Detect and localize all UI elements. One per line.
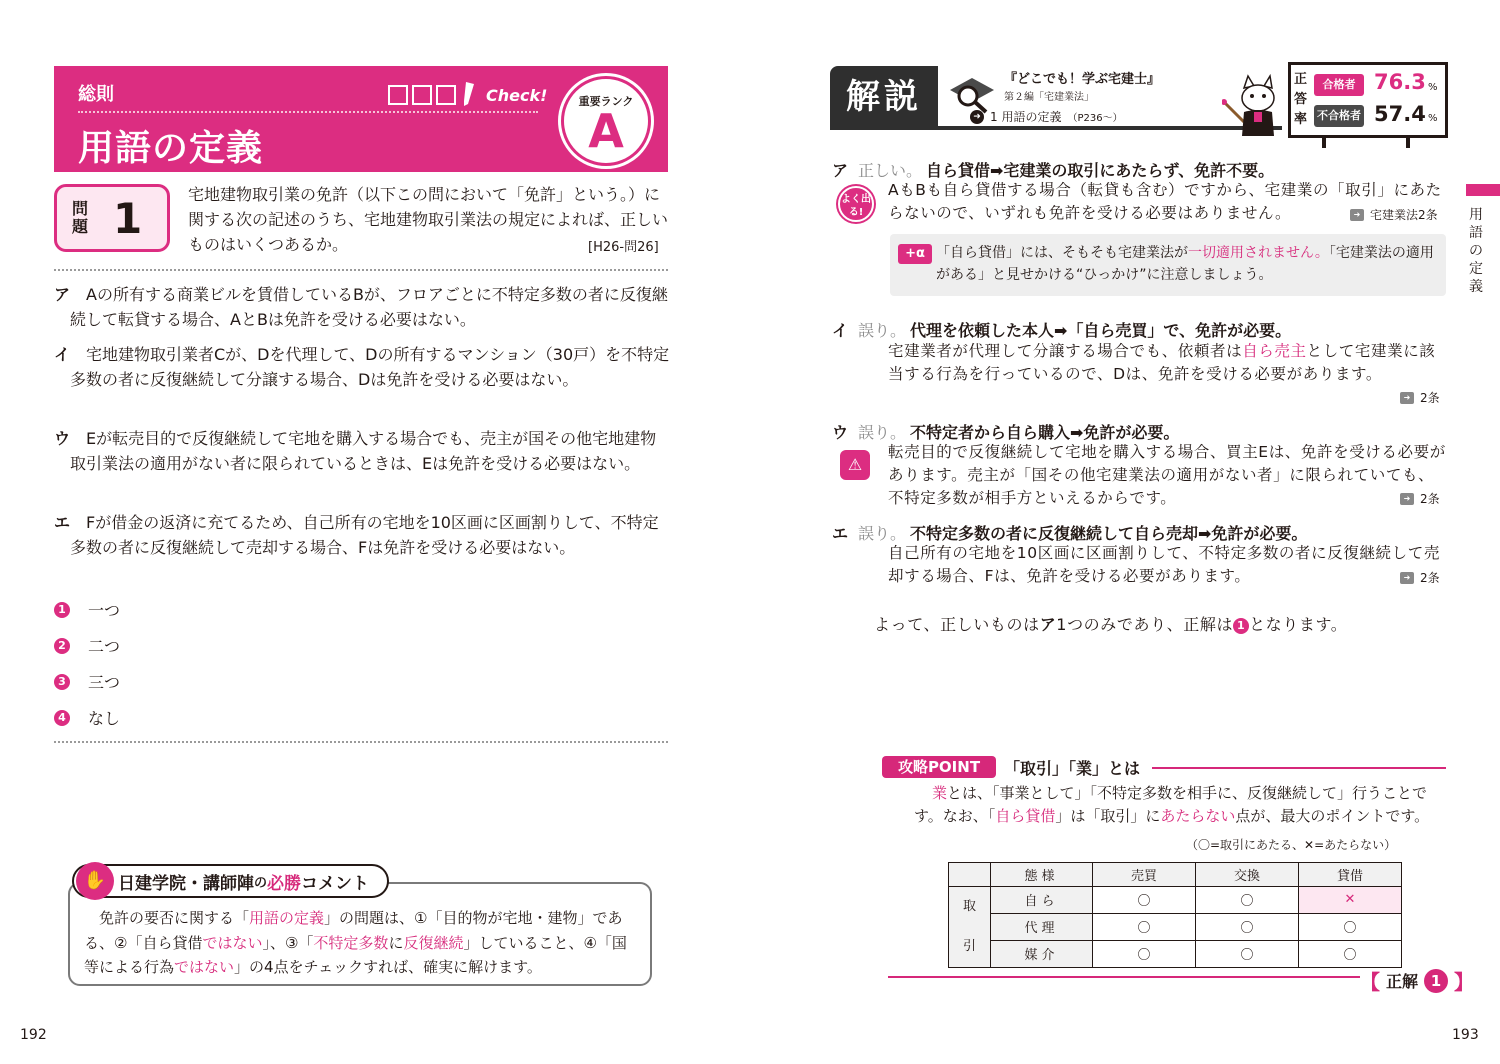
table-header-row <box>949 863 1402 887</box>
text-run: となります。 <box>1249 615 1348 634</box>
table-mode-cell: 自ら <box>991 886 1093 913</box>
arrow-right-icon: ➜ <box>970 110 984 124</box>
answer-letter: ウ <box>832 423 849 442</box>
table-mode-cell: 代理 <box>991 913 1093 940</box>
choice-number: 3 <box>54 674 70 690</box>
choice-1[interactable] <box>54 598 120 621</box>
answer-d-body: 自己所有の宅地を10区画に区画割りして、不特定多数の者に反復継続して売却する場合、Fは、免許を受ける必要があります。 <box>888 544 1440 585</box>
answer-verdict: 誤り。 <box>858 423 907 442</box>
text-emphasis: 業 <box>932 784 948 802</box>
text-run: 1つのみであり、正解は <box>1056 615 1234 634</box>
strategy-point-title: 「取引」「業」とは <box>1004 759 1141 778</box>
rate-box-leg <box>1322 138 1326 148</box>
answer-c-body: 転売目的で反復継続して宅地を購入する場合、買主Eは、免許を受ける必要があります。売主が「国その他宅建業法の適用がない者」に限られていても、不特定多数が相手方といえるからです。 <box>888 443 1446 507</box>
answer-b-law-ref <box>1400 389 1440 406</box>
page-number-left: 192 <box>20 1027 47 1043</box>
choice-number: 2 <box>54 638 70 654</box>
statement-a <box>54 283 670 332</box>
table-cell: 〇 <box>1093 940 1196 967</box>
statement-text: Eが転売目的で反復継続して宅地を購入する場合でも、売主が国その他宅地建物取引業法の適用がない者に限られているときは、Eは免許を受ける必要はない。 <box>70 429 657 473</box>
statement-letter: エ <box>54 513 71 532</box>
law-ref-text: 2条 <box>1420 391 1440 405</box>
pass-rate-value: 76.3 <box>1374 70 1426 94</box>
text-run: 点が、最大のポイントです。 <box>1235 807 1430 825</box>
table-header-cell: 態様 <box>991 863 1093 887</box>
pass-rate-label: 合格者 <box>1314 74 1364 96</box>
text-run: 」していること、④「国等による行為 <box>84 933 627 976</box>
question-divider <box>54 269 668 271</box>
table-cell: 〇 <box>1196 913 1299 940</box>
correct-rate-label: 正答率 <box>1294 72 1308 127</box>
text-run: 」の4点をチェックすれば、確実に解けます。 <box>234 958 542 976</box>
text-emphasis: 一切適用されません。 <box>1188 245 1329 261</box>
text-emphasis: ア <box>1039 615 1057 634</box>
question-text: 宅地建物取引業の免許（以下この問において「免許」という。）に関する次の記述のうち、宅地建物取引業法の規定によれば、正しいものはいくつあるか。 <box>188 185 669 254</box>
text-run: とは、「事業として」「不特定多数を相手に、反復継続して」行うことです。なお、「 <box>914 784 1428 825</box>
rank-value: A <box>588 104 624 158</box>
instructor-comment-text <box>84 906 640 980</box>
answer-headline: 不特定多数の者に反復継続して自ら売却➡免許が必要。 <box>910 524 1308 543</box>
choices-divider <box>54 741 668 743</box>
reference-book-title: 『どこでも！学ぶ宅建士』 <box>1004 72 1161 87</box>
statement-letter: ウ <box>54 429 71 448</box>
statement-text: 宅地建物取引業者Cが、Dを代理して、Dの所有するマンション（30戸）を不特定多数の者に反復継続して分譲する場合、Dは免許を受ける必要はない。 <box>70 345 670 389</box>
answer-number-badge: 1 <box>1233 618 1249 634</box>
check-box-1[interactable] <box>388 85 408 105</box>
chapter-index-label: 用語の定義 <box>1469 207 1483 295</box>
text-emphasis: ではない <box>174 958 235 976</box>
bracket: 】 <box>1454 970 1475 994</box>
final-answer-rule <box>888 976 1360 978</box>
strategy-point-tag: 攻略POINT <box>882 756 996 778</box>
strategy-point-text <box>914 782 1438 828</box>
rate-box-leg <box>1406 138 1410 148</box>
table-header-cell: 交換 <box>1196 863 1299 887</box>
reference-link-text: 1 用語の定義 <box>990 110 1062 124</box>
text-run: に <box>388 933 404 952</box>
table-cell: 〇 <box>1196 940 1299 967</box>
statement-d <box>54 511 670 560</box>
table-cell: 〇 <box>1299 913 1402 940</box>
final-answer-number: 1 <box>1424 969 1448 993</box>
question-badge <box>54 184 170 252</box>
law-ref-text: 2条 <box>1420 571 1440 585</box>
choice-text: 三つ <box>88 673 121 692</box>
table-header-cell: 貸借 <box>1299 863 1402 887</box>
law-ref-text: 宅建業法2条 <box>1370 208 1438 222</box>
choice-number: 4 <box>54 710 70 726</box>
answer-headline: 不特定者から自ら購入➡免許が必要。 <box>910 423 1180 442</box>
answer-c-heading <box>832 420 1179 443</box>
transaction-table <box>948 862 1402 968</box>
question-label: 問題 <box>71 199 88 236</box>
statement-c <box>54 427 670 476</box>
trap-warning-icon: ⚠ <box>840 450 870 480</box>
answer-a-heading <box>832 158 1274 181</box>
answer-b-body <box>888 340 1448 386</box>
statement-b <box>54 343 670 392</box>
answer-d-heading <box>832 521 1307 544</box>
comment-title-part: 日建学院・講師陣 <box>118 873 254 894</box>
table-cell: 〇 <box>1093 886 1196 913</box>
arrow-ref-icon: ➜ <box>1400 392 1414 404</box>
plus-alpha-tag: +α <box>898 244 932 264</box>
fail-rate-label: 不合格者 <box>1314 105 1364 127</box>
answer-letter: エ <box>832 524 849 543</box>
text-run: よって、正しいものは <box>874 615 1040 634</box>
answer-a-law-ref <box>1350 206 1438 223</box>
instructor-comment-title <box>72 864 389 898</box>
choice-text: なし <box>88 709 121 728</box>
fail-rate-value: 57.4 <box>1374 102 1426 126</box>
cat-mascot-icon <box>1222 74 1288 140</box>
table-row <box>949 886 1402 913</box>
text-emphasis: ではない <box>202 933 263 952</box>
text-run: 」、③「 <box>262 933 314 952</box>
table-mode-cell: 媒介 <box>991 940 1093 967</box>
text-emphasis: 不特定多数 <box>313 933 389 952</box>
reference-link-pages: （P236～） <box>1067 113 1123 124</box>
answer-b-heading <box>832 318 1291 341</box>
answer-verdict: 誤り。 <box>858 524 907 543</box>
question-source: [H26-問26] <box>588 240 659 255</box>
text-run: 」は「取引」に <box>1055 807 1161 825</box>
answer-a-body: AもBも自ら貸借する場合（転貸も含む）ですから、宅建業の「取引」にあたらないので、いずれも免許を受ける必要はありません。 <box>888 181 1442 222</box>
table-cell: 〇 <box>1196 886 1299 913</box>
choice-text: 二つ <box>88 637 121 656</box>
final-answer-label: 正解 <box>1386 972 1419 991</box>
plus-alpha-text <box>936 242 1438 286</box>
check-boxes <box>388 82 547 108</box>
table-header-cell: 売買 <box>1093 863 1196 887</box>
law-ref-text: 2条 <box>1420 492 1440 506</box>
table-cell: 〇 <box>1093 913 1196 940</box>
pass-rate-unit: % <box>1428 82 1438 93</box>
rank-label: 重要ランク <box>578 95 634 108</box>
arrow-ref-icon: ➜ <box>1400 572 1414 584</box>
pencil-icon <box>462 82 476 108</box>
text-run: 「自ら貸借」には、そもそも宅建業法が <box>936 245 1188 261</box>
text-run: 宅建業者が代理して分譲する場合でも、依頼者は <box>888 342 1243 360</box>
frequent-badge: よく出る! <box>838 186 874 222</box>
statement-text: Fが借金の返済に充てるため、自己所有の宅地を10区画に区画割りして、不特定多数の者に反復継続して売却する場合、Fは免許を受ける必要はない。 <box>70 513 659 557</box>
header-divider <box>78 111 538 113</box>
explanation-underline <box>830 126 1282 130</box>
reference-link[interactable] <box>970 108 1123 125</box>
answer-headline: 自ら貸借➡宅建業の取引にあたらず、免許不要。 <box>926 161 1275 180</box>
text-run: として宅建業に該当する行為を行っているので、Dは、免許を受ける必要があります。 <box>888 342 1436 383</box>
conclusion-text <box>874 612 1347 635</box>
statement-letter: イ <box>54 345 71 364</box>
table-cell: 〇 <box>1299 940 1402 967</box>
side-label-char: 取 <box>962 898 976 914</box>
section-category: 総則 <box>78 84 114 105</box>
choice-text: 一つ <box>88 601 121 620</box>
answer-c-law-ref <box>1400 490 1440 507</box>
question-number: 1 <box>113 193 143 243</box>
answer-letter: イ <box>832 321 849 340</box>
comment-title-part: コメント <box>301 873 370 894</box>
answer-d-law-ref <box>1400 569 1440 586</box>
choice-number: 1 <box>54 602 70 618</box>
importance-rank-badge <box>561 76 651 166</box>
check-label: Check! <box>486 85 548 105</box>
arrow-ref-icon: ➜ <box>1400 493 1414 505</box>
side-label-char: 引 <box>962 938 976 954</box>
answer-headline: 代理を依頼した本人➡「自ら売買」で、免許が必要。 <box>910 321 1292 340</box>
table-side-label <box>949 886 991 967</box>
comment-title-emphasis: 必勝 <box>267 873 302 894</box>
table-cell-highlight: ✕ <box>1299 886 1402 913</box>
choice-4[interactable] <box>54 706 120 729</box>
statement-text: Aの所有する商業ビルを賃借しているBが、フロアごとに不特定多数の者に反復継続して転貸する場合、AとBは免許を受ける必要はない。 <box>70 285 668 329</box>
choice-3[interactable] <box>54 670 120 693</box>
check-box-3[interactable] <box>436 85 456 105</box>
bracket: 【 <box>1360 970 1380 994</box>
strategy-point-rule <box>1152 767 1446 769</box>
statement-letter: ア <box>54 285 71 304</box>
page-number-right: 193 <box>1452 1027 1479 1043</box>
final-answer <box>1360 966 1474 995</box>
answer-verdict: 誤り。 <box>858 321 907 340</box>
reference-book-part: 第２編「宅建業法」 <box>1004 92 1094 103</box>
text-emphasis: あたらない <box>1160 807 1236 825</box>
text-emphasis: 自ら貸借 <box>995 807 1056 825</box>
section-title: 用語の定義 <box>78 128 264 169</box>
thumbs-up-icon: ✋ <box>76 862 114 900</box>
answer-letter: ア <box>832 161 849 180</box>
explanation-label: 解説 <box>830 66 938 128</box>
text-emphasis: 反復継続 <box>403 933 464 952</box>
answer-verdict: 正しい。 <box>858 161 923 180</box>
check-box-2[interactable] <box>412 85 432 105</box>
table-row <box>949 940 1402 967</box>
text-run: 」の問題は、①「目的物が宅地・建物」である、②「自ら貸借 <box>84 909 623 952</box>
table-corner <box>949 863 991 887</box>
chapter-index-tab <box>1466 184 1500 196</box>
text-run: 免許の要否に関する「 <box>99 909 250 927</box>
table-row <box>949 913 1402 940</box>
table-legend-note: （〇=取引にあたる、✕=あたらない） <box>1186 838 1397 852</box>
comment-title-part: の <box>254 875 268 891</box>
text-emphasis: 自ら売主 <box>1242 342 1307 360</box>
text-run: 「宅建業法の適用がある」と見せかける“ひっかけ”に注意しましょう。 <box>936 245 1434 283</box>
text-emphasis: 用語の定義 <box>249 909 325 927</box>
choice-2[interactable] <box>54 634 120 657</box>
arrow-ref-icon: ➜ <box>1350 209 1364 221</box>
fail-rate-unit: % <box>1428 113 1438 124</box>
